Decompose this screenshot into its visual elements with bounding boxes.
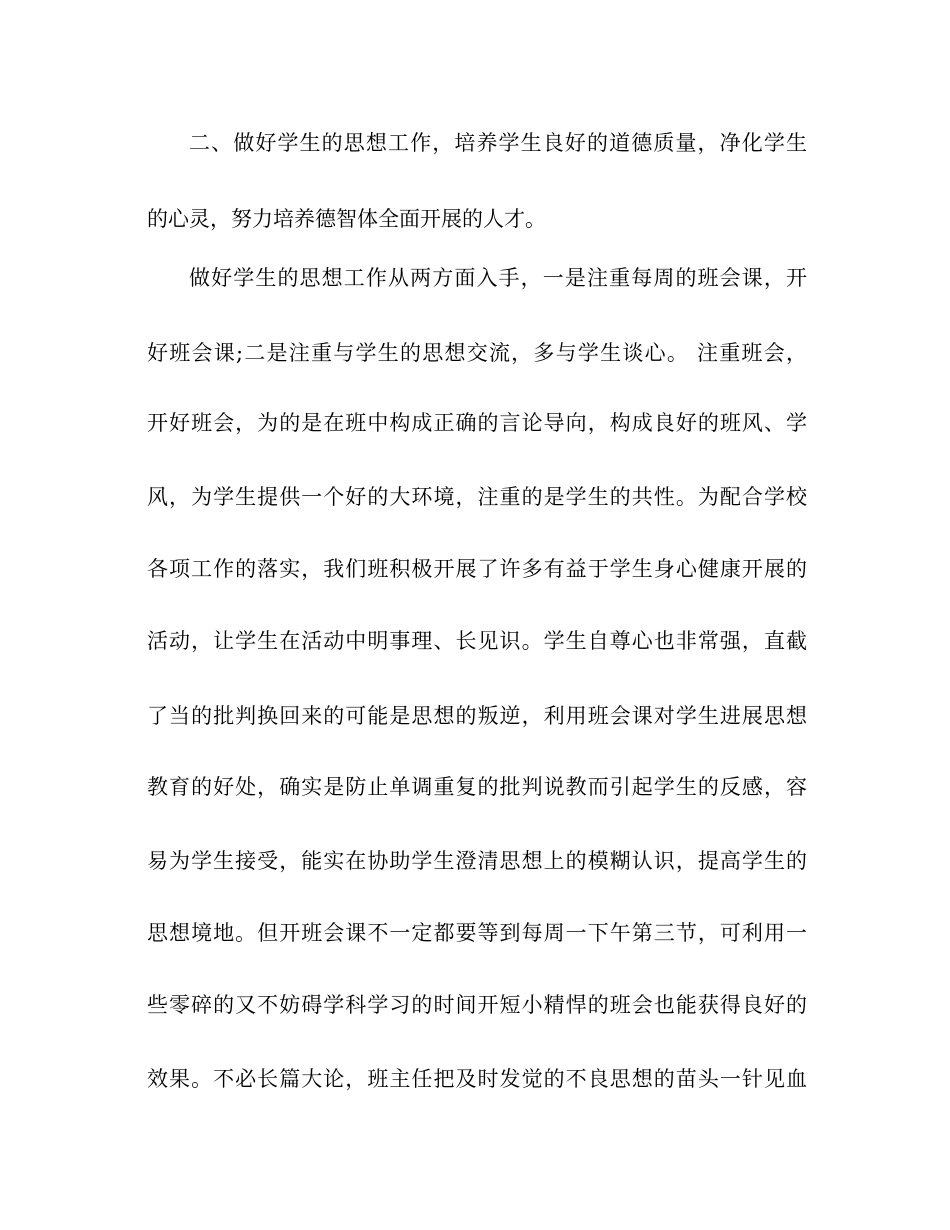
paragraph-2-line-2: 好班会课;二是注重与学生的思想交流，多与学生谈心。 注重班会， bbox=[147, 341, 807, 365]
paragraph-2-line-5: 各项工作的落实，我们班积极开展了许多有益于学生身心健康开展的 bbox=[147, 557, 807, 581]
paragraph-2-line-12: 效果。不必长篇大论，班主任把及时发觉的不良思想的苗头一针见血 bbox=[147, 1067, 807, 1091]
paragraph-2-line-3: 开好班会，为的是在班中构成正确的言论导向，构成良好的班风、学 bbox=[147, 411, 807, 435]
paragraph-2-line-6: 活动，让学生在活动中明事理、长见识。学生自尊心也非常强，直截 bbox=[147, 629, 807, 653]
paragraph-2-line-8: 教育的好处，确实是防止单调重复的批判说教而引起学生的反感，容 bbox=[147, 775, 807, 799]
paragraph-2-line-4: 风，为学生提供一个好的大环境，注重的是学生的共性。为配合学校 bbox=[147, 485, 807, 509]
paragraph-1-line-1: 二、做好学生的思想工作，培养学生良好的道德质量，净化学生 bbox=[189, 131, 807, 155]
paragraph-2-line-11: 些零碎的又不妨碍学科学习的时间开短小精悍的班会也能获得良好的 bbox=[147, 993, 807, 1017]
paragraph-2-line-1: 做好学生的思想工作从两方面入手，一是注重每周的班会课，开 bbox=[189, 266, 807, 290]
paragraph-2-line-10: 思想境地。但开班会课不一定都要等到每周一下午第三节，可利用一 bbox=[147, 921, 807, 945]
paragraph-2-line-9: 易为学生接受，能实在协助学生澄清思想上的模糊认识，提高学生的 bbox=[147, 849, 807, 873]
paragraph-1-line-2: 的心灵，努力培养德智体全面开展的人才。 bbox=[147, 207, 546, 231]
paragraph-2-line-7: 了当的批判换回来的可能是思想的叛逆，利用班会课对学生进展思想 bbox=[147, 704, 807, 728]
